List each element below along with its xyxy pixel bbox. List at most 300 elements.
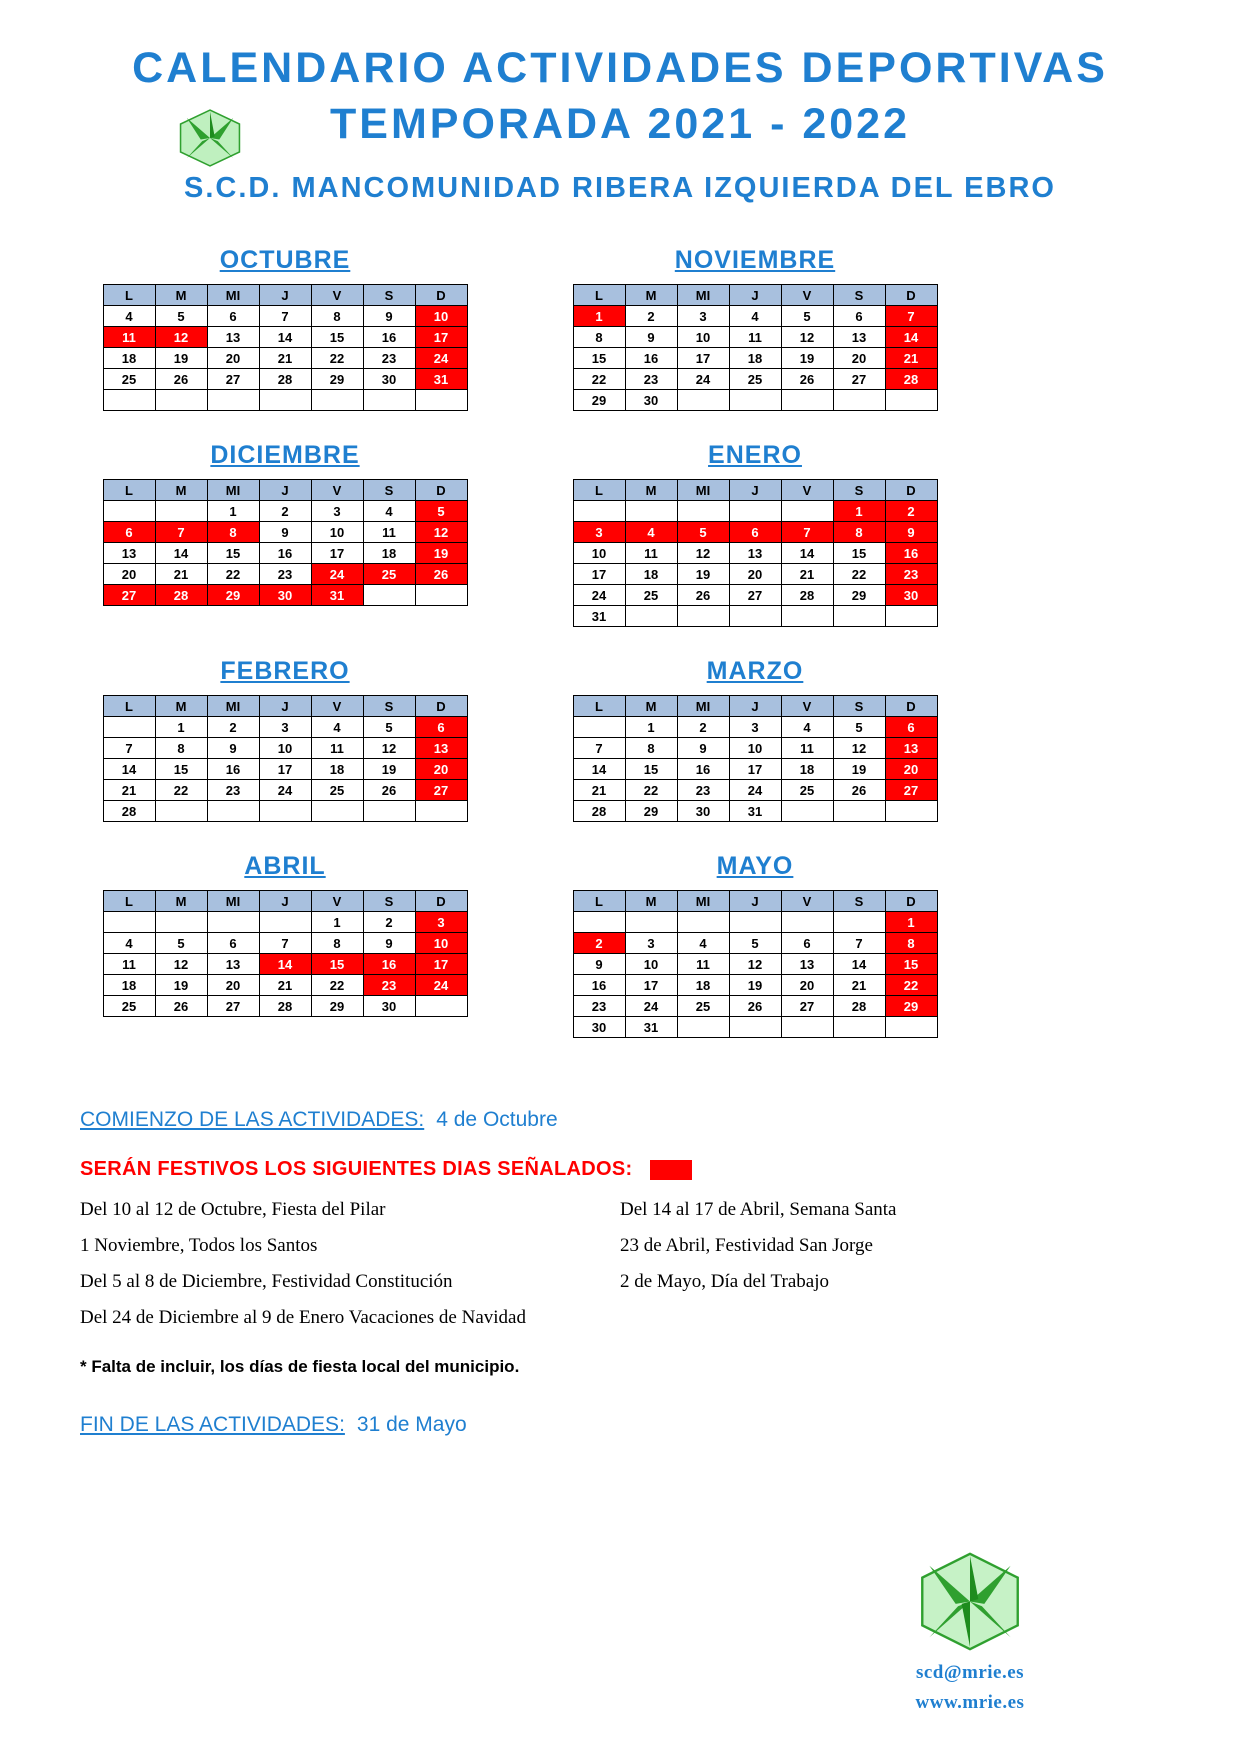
day-cell: 4: [677, 933, 729, 954]
day-cell-empty: [781, 606, 833, 627]
holidays-list-left: [80, 1199, 620, 1343]
day-cell-empty: [155, 801, 207, 822]
weekday-header-cell: S: [363, 891, 415, 912]
day-cell: 18: [311, 759, 363, 780]
week-row: [103, 522, 467, 543]
green-pinwheel-logo-icon: [170, 107, 250, 169]
month-title: MAYO: [716, 852, 794, 880]
day-cell: 25: [625, 585, 677, 606]
weekday-header-cell: M: [625, 480, 677, 501]
day-cell-empty: [207, 801, 259, 822]
day-cell-empty: [311, 390, 363, 411]
day-cell: 17: [677, 348, 729, 369]
day-cell: 27: [207, 369, 259, 390]
weekday-header-cell: M: [155, 285, 207, 306]
day-cell: 18: [677, 975, 729, 996]
day-cell: 4: [311, 717, 363, 738]
holiday-item: Del 10 al 12 de Octubre, Fiesta del Pilar: [80, 1199, 386, 1220]
month-title: NOVIEMBRE: [674, 246, 836, 274]
day-cell: 17: [573, 564, 625, 585]
day-cell: 21: [573, 780, 625, 801]
day-cell: 2: [573, 933, 625, 954]
day-cell: 14: [573, 759, 625, 780]
day-cell: 8: [311, 306, 363, 327]
weekday-header-row: [103, 891, 467, 912]
week-row: [573, 543, 937, 564]
day-cell: 14: [833, 954, 885, 975]
week-row: [103, 390, 467, 411]
day-cell: 7: [573, 738, 625, 759]
day-cell: 24: [625, 996, 677, 1017]
day-cell: 21: [885, 348, 937, 369]
day-cell: 25: [363, 564, 415, 585]
day-cell: 1: [833, 501, 885, 522]
day-cell: 16: [677, 759, 729, 780]
day-cell: 31: [729, 801, 781, 822]
day-cell: 30: [363, 996, 415, 1017]
holiday-item: Del 24 de Diciembre al 9 de Enero Vacaciones de Navidad: [80, 1307, 526, 1328]
day-cell-empty: [833, 912, 885, 933]
day-cell: 29: [207, 585, 259, 606]
month-row-spacer: [75, 627, 1165, 657]
weekday-header-cell: D: [885, 696, 937, 717]
week-row: [573, 933, 937, 954]
holiday-item: Del 14 al 17 de Abril, Semana Santa: [620, 1199, 897, 1220]
day-cell: 27: [103, 585, 155, 606]
weekday-header-cell: MI: [677, 696, 729, 717]
contact-email[interactable]: scd@mrie.es: [915, 1662, 1025, 1683]
day-cell: 8: [207, 522, 259, 543]
day-cell: 23: [363, 348, 415, 369]
day-cell: 28: [833, 996, 885, 1017]
week-row: [573, 585, 937, 606]
weekday-header-cell: V: [781, 891, 833, 912]
week-row: [573, 996, 937, 1017]
day-cell: 20: [885, 759, 937, 780]
holiday-item: 1 Noviembre, Todos los Santos: [80, 1235, 318, 1256]
week-row: [103, 348, 467, 369]
day-cell: 6: [207, 933, 259, 954]
day-cell: 4: [781, 717, 833, 738]
day-cell: 22: [311, 348, 363, 369]
day-cell: 28: [103, 801, 155, 822]
weekday-header-cell: L: [103, 480, 155, 501]
day-cell: 7: [155, 522, 207, 543]
end-note-value: 31 de Mayo: [356, 1413, 467, 1436]
weekday-header-cell: L: [103, 696, 155, 717]
weekday-header-row: [573, 480, 937, 501]
weekday-header-cell: M: [155, 480, 207, 501]
day-cell: 4: [103, 933, 155, 954]
day-cell: 4: [363, 501, 415, 522]
notes-section: [0, 1108, 1240, 1437]
day-cell: 8: [885, 933, 937, 954]
weekday-header-cell: L: [573, 285, 625, 306]
day-cell: 12: [363, 738, 415, 759]
week-row: [103, 327, 467, 348]
weekday-header-cell: M: [625, 696, 677, 717]
day-cell: 28: [259, 996, 311, 1017]
day-cell: 4: [103, 306, 155, 327]
day-cell-empty: [573, 501, 625, 522]
day-cell: 6: [781, 933, 833, 954]
day-cell: 8: [625, 738, 677, 759]
day-cell: 27: [729, 585, 781, 606]
week-row: [103, 801, 467, 822]
day-cell: 3: [415, 912, 467, 933]
day-cell: 18: [625, 564, 677, 585]
day-cell: 27: [781, 996, 833, 1017]
day-cell-empty: [415, 996, 467, 1017]
day-cell: 27: [885, 780, 937, 801]
day-cell-empty: [415, 585, 467, 606]
day-cell: 28: [885, 369, 937, 390]
day-cell: 2: [259, 501, 311, 522]
week-row: [103, 717, 467, 738]
day-cell-empty: [781, 501, 833, 522]
day-cell-empty: [103, 390, 155, 411]
day-cell: 11: [625, 543, 677, 564]
day-cell: 16: [363, 327, 415, 348]
weekday-header-cell: L: [573, 891, 625, 912]
day-cell: 29: [833, 585, 885, 606]
month-title: OCTUBRE: [219, 246, 351, 274]
day-cell: 7: [259, 306, 311, 327]
weekday-header-cell: D: [415, 891, 467, 912]
day-cell: 30: [885, 585, 937, 606]
day-cell: 5: [363, 717, 415, 738]
day-cell: 5: [781, 306, 833, 327]
day-cell: 16: [885, 543, 937, 564]
month-table: [103, 479, 468, 606]
holiday-item: 2 de Mayo, Día del Trabajo: [620, 1271, 829, 1292]
day-cell: 29: [311, 996, 363, 1017]
day-cell: 21: [259, 975, 311, 996]
weekday-header-row: [573, 285, 937, 306]
day-cell: 3: [311, 501, 363, 522]
day-cell: 5: [833, 717, 885, 738]
day-cell: 16: [363, 954, 415, 975]
day-cell: 9: [677, 738, 729, 759]
day-cell: 31: [311, 585, 363, 606]
weekday-header-cell: S: [363, 696, 415, 717]
day-cell: 16: [259, 543, 311, 564]
day-cell: 26: [415, 564, 467, 585]
day-cell: 20: [729, 564, 781, 585]
day-cell: 1: [155, 717, 207, 738]
weekday-header-cell: M: [625, 891, 677, 912]
week-row: [103, 780, 467, 801]
day-cell: 18: [781, 759, 833, 780]
day-cell: 30: [259, 585, 311, 606]
day-cell-empty: [363, 801, 415, 822]
day-cell: 11: [677, 954, 729, 975]
day-cell: 12: [415, 522, 467, 543]
weekday-header-cell: D: [885, 891, 937, 912]
week-row: [103, 759, 467, 780]
day-cell-empty: [259, 801, 311, 822]
day-cell: 5: [155, 933, 207, 954]
month-row: [75, 441, 1165, 627]
month-row: [75, 246, 1165, 411]
day-cell-empty: [833, 606, 885, 627]
day-cell: 23: [573, 996, 625, 1017]
day-cell: 23: [259, 564, 311, 585]
day-cell: 28: [573, 801, 625, 822]
day-cell: 5: [729, 933, 781, 954]
weekday-header-cell: V: [781, 285, 833, 306]
month-table: [103, 890, 468, 1017]
day-cell: 18: [103, 348, 155, 369]
day-cell: 28: [781, 585, 833, 606]
day-cell: 22: [311, 975, 363, 996]
day-cell: 21: [259, 348, 311, 369]
day-cell-empty: [573, 912, 625, 933]
day-cell: 30: [363, 369, 415, 390]
day-cell: 24: [259, 780, 311, 801]
day-cell: 15: [885, 954, 937, 975]
day-cell: 31: [415, 369, 467, 390]
day-cell-empty: [833, 390, 885, 411]
day-cell: 3: [625, 933, 677, 954]
day-cell: 31: [625, 1017, 677, 1038]
day-cell: 13: [415, 738, 467, 759]
day-cell: 8: [311, 933, 363, 954]
month-block-octubre: [75, 246, 495, 411]
day-cell: 11: [363, 522, 415, 543]
weekday-header-cell: MI: [207, 891, 259, 912]
week-row: [573, 327, 937, 348]
day-cell: 29: [625, 801, 677, 822]
weekday-header-cell: MI: [207, 696, 259, 717]
day-cell: 29: [573, 390, 625, 411]
day-cell: 27: [207, 996, 259, 1017]
weekday-header-cell: D: [885, 285, 937, 306]
day-cell: 24: [729, 780, 781, 801]
day-cell: 7: [259, 933, 311, 954]
day-cell-empty: [729, 1017, 781, 1038]
month-block-mayo: [545, 852, 965, 1038]
day-cell: 12: [155, 327, 207, 348]
day-cell: 8: [573, 327, 625, 348]
day-cell: 11: [311, 738, 363, 759]
day-cell: 10: [573, 543, 625, 564]
day-cell: 30: [625, 390, 677, 411]
day-cell: 15: [573, 348, 625, 369]
day-cell: 10: [625, 954, 677, 975]
day-cell: 8: [833, 522, 885, 543]
week-row: [103, 564, 467, 585]
day-cell: 11: [729, 327, 781, 348]
week-row: [103, 954, 467, 975]
day-cell-empty: [155, 912, 207, 933]
day-cell: 19: [415, 543, 467, 564]
day-cell: 23: [677, 780, 729, 801]
week-row: [103, 543, 467, 564]
day-cell: 2: [363, 912, 415, 933]
weekday-header-row: [103, 285, 467, 306]
day-cell: 7: [885, 306, 937, 327]
day-cell-empty: [677, 912, 729, 933]
contact-website[interactable]: www.mrie.es: [915, 1692, 1025, 1713]
weekday-header-cell: J: [729, 891, 781, 912]
day-cell: 13: [729, 543, 781, 564]
weekday-header-cell: J: [259, 696, 311, 717]
day-cell: 10: [259, 738, 311, 759]
week-row: [573, 954, 937, 975]
day-cell: 14: [781, 543, 833, 564]
month-table: [573, 479, 938, 627]
day-cell: 16: [207, 759, 259, 780]
day-cell: 15: [833, 543, 885, 564]
day-cell: 13: [833, 327, 885, 348]
day-cell: 18: [103, 975, 155, 996]
day-cell: 5: [677, 522, 729, 543]
day-cell: 22: [625, 780, 677, 801]
day-cell-empty: [363, 390, 415, 411]
day-cell: 7: [103, 738, 155, 759]
day-cell: 22: [155, 780, 207, 801]
week-row: [573, 759, 937, 780]
footnote: * Falta de incluir, los días de fiesta local del municipio.: [80, 1357, 520, 1376]
day-cell-empty: [573, 717, 625, 738]
day-cell: 23: [207, 780, 259, 801]
weekday-header-cell: V: [311, 891, 363, 912]
day-cell: 23: [363, 975, 415, 996]
day-cell-empty: [625, 912, 677, 933]
day-cell: 24: [415, 975, 467, 996]
day-cell: 15: [311, 954, 363, 975]
day-cell: 13: [207, 327, 259, 348]
day-cell: 13: [885, 738, 937, 759]
month-table: [573, 890, 938, 1038]
week-row: [103, 306, 467, 327]
day-cell-empty: [781, 801, 833, 822]
weekday-header-cell: S: [833, 891, 885, 912]
day-cell: 14: [259, 327, 311, 348]
day-cell: 17: [729, 759, 781, 780]
weekday-header-cell: S: [363, 285, 415, 306]
day-cell: 3: [259, 717, 311, 738]
weekday-header-cell: L: [103, 285, 155, 306]
day-cell: 10: [415, 933, 467, 954]
day-cell: 13: [781, 954, 833, 975]
day-cell: 1: [573, 306, 625, 327]
day-cell: 3: [573, 522, 625, 543]
day-cell-empty: [781, 912, 833, 933]
day-cell: 12: [155, 954, 207, 975]
day-cell: 4: [729, 306, 781, 327]
end-note: [80, 1413, 1160, 1437]
day-cell: 25: [729, 369, 781, 390]
day-cell: 1: [311, 912, 363, 933]
day-cell-empty: [415, 801, 467, 822]
week-row: [573, 501, 937, 522]
holiday-item: 23 de Abril, Festividad San Jorge: [620, 1235, 873, 1256]
weekday-header-cell: V: [781, 480, 833, 501]
holidays-title: [80, 1158, 1160, 1181]
month-table: [103, 695, 468, 822]
week-row: [103, 912, 467, 933]
day-cell: 22: [573, 369, 625, 390]
day-cell: 17: [259, 759, 311, 780]
day-cell-empty: [729, 606, 781, 627]
month-row-spacer: [75, 822, 1165, 852]
day-cell: 9: [363, 306, 415, 327]
weekday-header-cell: D: [415, 285, 467, 306]
day-cell: 1: [625, 717, 677, 738]
weekday-header-cell: D: [885, 480, 937, 501]
weekday-header-cell: M: [625, 285, 677, 306]
day-cell: 9: [573, 954, 625, 975]
weekday-header-cell: V: [311, 480, 363, 501]
holidays-title-text: SERÁN FESTIVOS LOS SIGUIENTES DIAS SEÑALADOS:: [80, 1158, 633, 1180]
week-row: [103, 975, 467, 996]
day-cell: 21: [833, 975, 885, 996]
day-cell-empty: [781, 1017, 833, 1038]
day-cell: 10: [415, 306, 467, 327]
day-cell: 20: [207, 348, 259, 369]
month-title: ENERO: [708, 441, 802, 469]
day-cell-empty: [729, 501, 781, 522]
weekday-header-cell: J: [729, 480, 781, 501]
weekday-header-row: [573, 891, 937, 912]
day-cell-empty: [833, 801, 885, 822]
holidays-list-right: [620, 1199, 1160, 1343]
day-cell-empty: [677, 390, 729, 411]
day-cell: 26: [729, 996, 781, 1017]
day-cell: 14: [155, 543, 207, 564]
week-row: [573, 717, 937, 738]
month-table: [573, 695, 938, 822]
day-cell: 30: [677, 801, 729, 822]
day-cell: 26: [833, 780, 885, 801]
holidays-lists: [80, 1199, 1160, 1343]
weekday-header-cell: S: [833, 285, 885, 306]
week-row: [573, 306, 937, 327]
day-cell-empty: [781, 390, 833, 411]
green-pinwheel-logo-icon: [910, 1549, 1030, 1654]
weekday-header-cell: MI: [207, 285, 259, 306]
weekday-header-row: [103, 696, 467, 717]
day-cell: 15: [311, 327, 363, 348]
day-cell: 22: [833, 564, 885, 585]
day-cell: 26: [363, 780, 415, 801]
day-cell: 9: [207, 738, 259, 759]
weekday-header-cell: S: [363, 480, 415, 501]
day-cell: 20: [781, 975, 833, 996]
day-cell: 17: [415, 954, 467, 975]
weekday-header-cell: V: [311, 285, 363, 306]
day-cell: 14: [103, 759, 155, 780]
day-cell: 6: [885, 717, 937, 738]
week-row: [573, 912, 937, 933]
day-cell: 21: [781, 564, 833, 585]
weekday-header-cell: S: [833, 480, 885, 501]
day-cell: 5: [155, 306, 207, 327]
day-cell: 24: [573, 585, 625, 606]
day-cell: 27: [415, 780, 467, 801]
day-cell: 19: [677, 564, 729, 585]
day-cell-empty: [155, 501, 207, 522]
day-cell: 7: [781, 522, 833, 543]
week-row: [103, 996, 467, 1017]
day-cell: 24: [677, 369, 729, 390]
day-cell: 26: [155, 996, 207, 1017]
day-cell: 2: [885, 501, 937, 522]
day-cell: 26: [155, 369, 207, 390]
day-cell: 21: [103, 780, 155, 801]
